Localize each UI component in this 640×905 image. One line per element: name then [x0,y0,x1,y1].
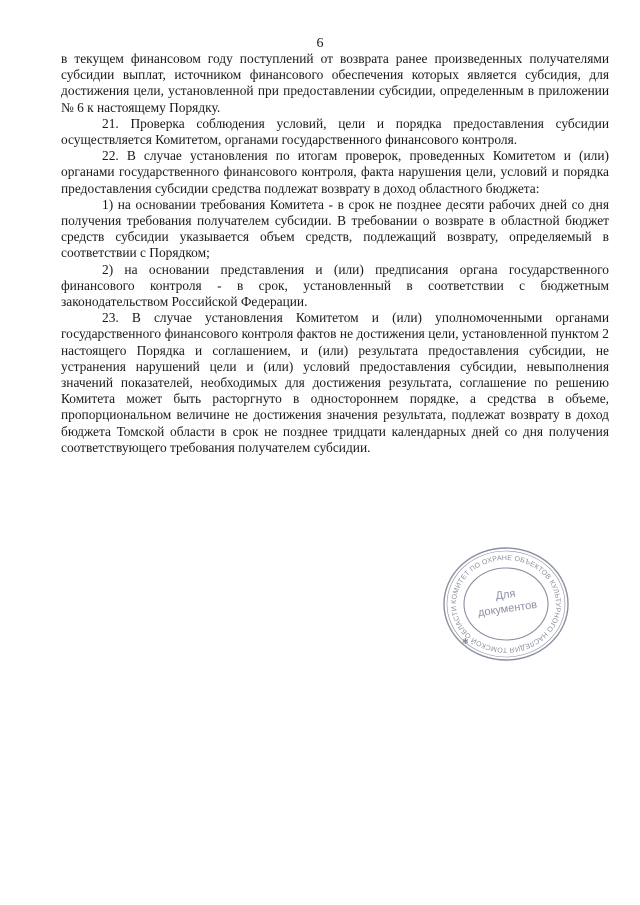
paragraph-23: 23. В случае установления Комитетом и (или) уполномоченными органами государственного финансового контроля фактов не достижения цели, установленной пунктом 2 настоящего Порядка и соглашением, и (или) результата предоставления субсидии, не устранения нарушений цели и (или) условий предоставления субсидии, невыполнения значений показателей, необходимых для достижения результата, соглашение по решению Комитета может быть расторгнуто в одностороннем порядке, а средства в объеме, пропорциональном величине не достижения значения результата, подлежат возврату в доход бюджета Томской области в срок не позднее тридцати календарных дней со дня получения соответствующего требования получателем субсидии. [61,310,609,455]
round-stamp [432,540,580,668]
document-body [61,51,609,456]
stamp-center-line1: Для [494,587,517,603]
stamp-seal-icon [432,540,580,668]
paragraph-21: 21. Проверка соблюдения условий, цели и порядка предоставления субсидии осуществляется Комитетом, органами государственного финансового контроля. [61,115,609,148]
paragraph-22-item-2: 2) на основании представления и (или) предписания органа государственного финансового контроля - в срок, установленный в соответствии с бюджетным законодательством Российской Федерации. [61,261,609,310]
paragraph-22-item-1: 1) на основании требования Комитета - в срок не позднее десяти рабочих дней со дня получения требования получателем субсидии. В требовании о возврате в областной бюджет средств субсидии указывается объем средств, подлежащий возврату, определяемый в соответствии с Порядком; [61,196,609,261]
stamp-ring-textpath: КОМИТЕТ ПО ОХРАНЕ ОБЪЕКТОВ КУЛЬТУРНОГО НАСЛЕДИЯ ТОМСКОЙ ОБЛАСТИ [450,554,562,654]
page-number: 6 [316,36,324,51]
stamp-star-icon: ✱ [462,637,469,646]
stamp-center-line2: документов [477,598,538,620]
paragraph-continuation: в текущем финансовом году поступлений от возврата ранее произведенных получателями субсидии выплат, источником финансового обеспечения которых является субсидия, для достижения цели, установленной при предоставлении субсидии, определенным в приложении № 6 к настоящему Порядку. [61,51,609,115]
paragraph-22: 22. В случае установления по итогам проверок, проведенных Комитетом и (или) органами государственного финансового контроля, факта нарушения цели, условий и порядка предоставления субсидии средства подлежат возврату в доход областного бюджета: [61,148,609,196]
